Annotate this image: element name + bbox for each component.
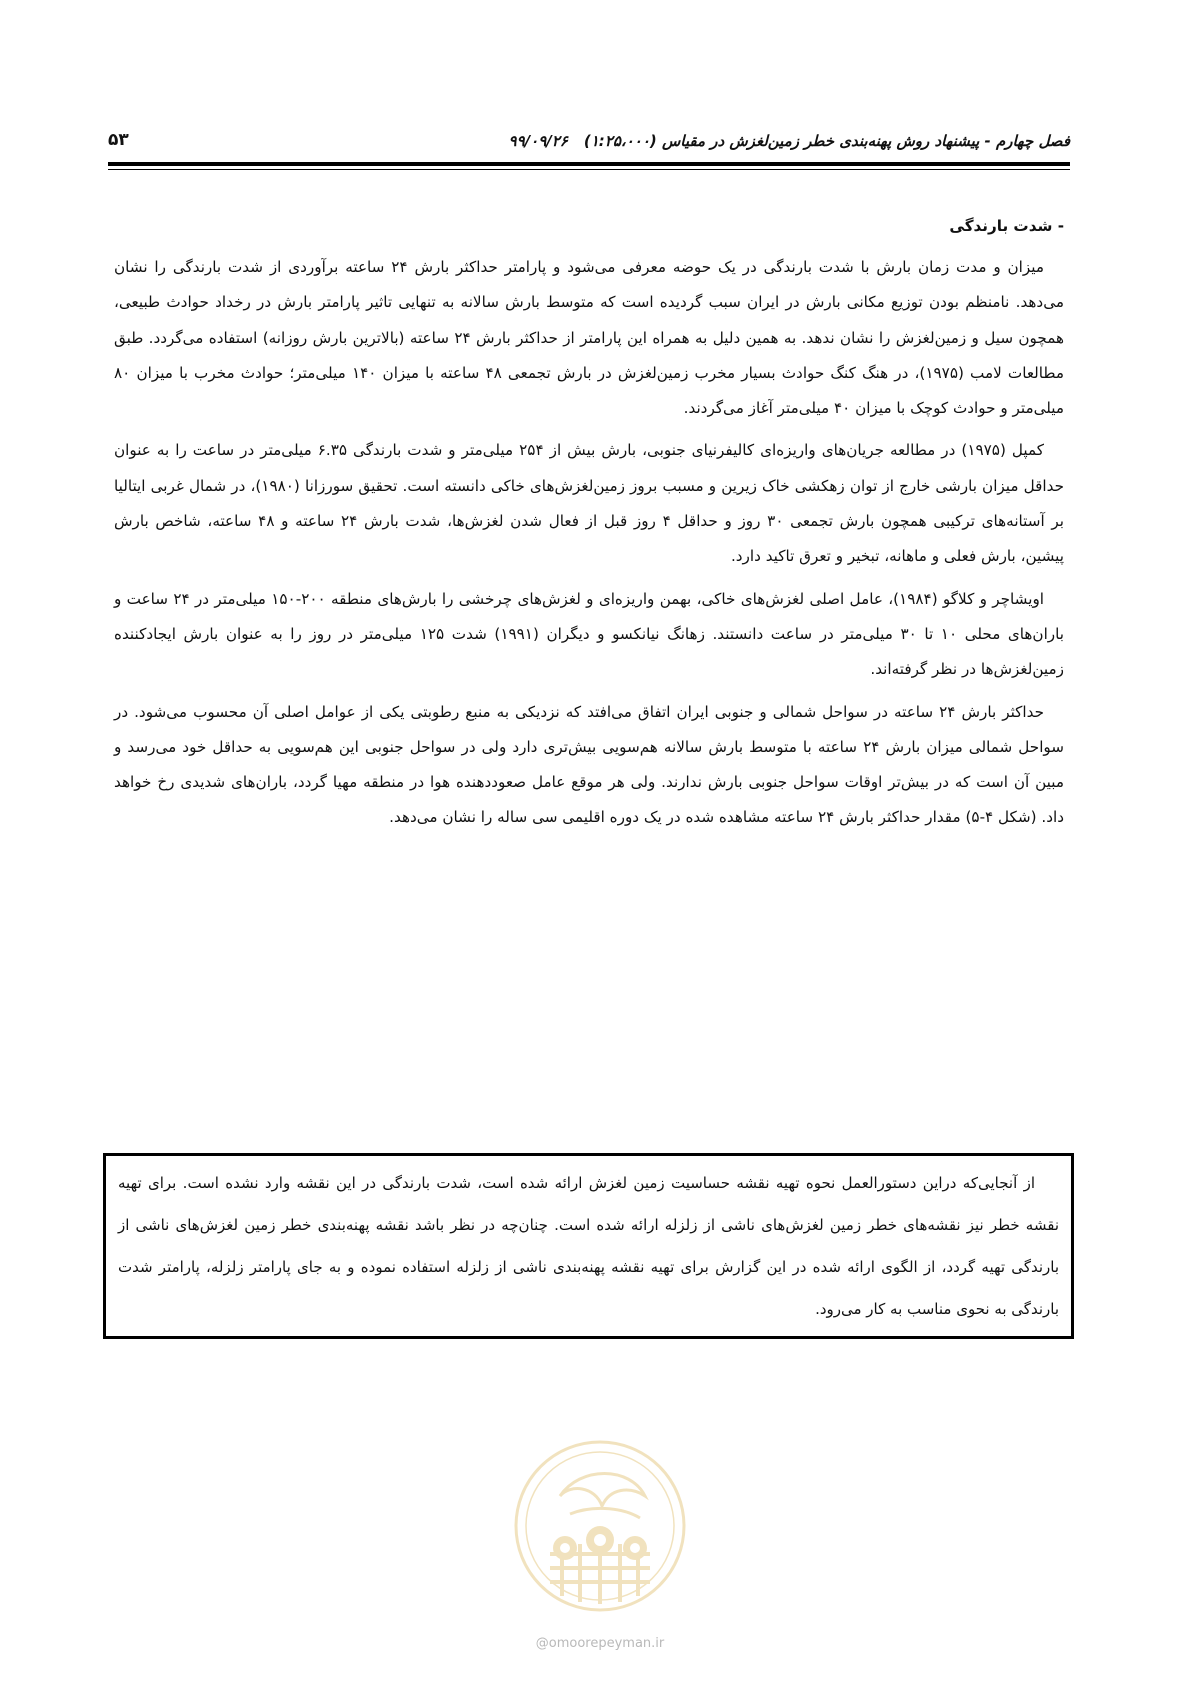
chapter-title: فصل چهارم - پیشنهاد روش پهنه‌بندی خطر زمین‌لغزش در مقیاس (۱:۲۵،۰۰۰): [583, 132, 1070, 150]
header-title: [509, 132, 1070, 150]
header-rule-thin: [108, 169, 1070, 170]
paragraph-1: میزان و مدت زمان بارش با شدت بارندگی در یک حوضه معرفی می‌شود و پارامتر حداکثر بارش ۲۴ ساعته برآوردی از شدت بارندگی را نشان می‌دهد. نامنظم بودن توزیع مکانی بارش در ایران سبب گردیده است که متوسط بارش سالانه به تنهایی تاثیر پارامتر بارش در رخداد حوادث طبیعی، همچون سیل و زمین‌لغزش را نشان ندهد. به همین دلیل به همراه این پارامتر از حداکثر بارش ۲۴ ساعته (بالاترین بارش روزانه) استفاده می‌گردد. طبق مطالعات لامب (۱۹۷۵)، در هنگ کنگ حوادث بسیار مخرب زمین‌لغزش در بارش تجمعی ۴۸ ساعته با میزان ۱۴۰ میلی‌متر؛ حوادث مخرب با میزان ۸۰ میلی‌متر و حوادث کوچک با میزان ۴۰ میلی‌متر آغاز می‌گردند.: [114, 258, 1064, 418]
running-header: [108, 128, 1070, 158]
header-rule-thick: [108, 162, 1070, 166]
paragraph-4: حداکثر بارش ۲۴ ساعته در سواحل شمالی و جنوبی ایران اتفاق می‌افتد که نزدیکی به منبع رطوبتی یکی از عوامل اصلی آن محسوب می‌شود. در سواحل شمالی میزان بارش ۲۴ ساعته با متوسط بارش سالانه هم‌سویی بیش‌تری دارد ولی در سواحل جنوبی این هم‌سویی به حداقل خود می‌رسد و مبین آن است که در بیش‌تر اوقات سواحل جنوبی بارش ندارند. ولی هر موقع عامل صعوددهنده هوا در منطقه مهیا گردد، باران‌های شدیدی رخ خواهد داد. (شکل ۴-۵) مقدار حداکثر بارش ۲۴ ساعته مشاهده شده در یک دوره اقلیمی سی ساله را نشان می‌دهد.: [114, 702, 1064, 827]
watermark-url: @omoorepeyman.ir: [535, 1636, 665, 1651]
paragraph-2: کمپل (۱۹۷۵) در مطالعه جریان‌های واریزه‌ای کالیفرنیای جنوبی، بارش بیش از ۲۵۴ میلی‌متر و شدت بارندگی ۶.۳۵ میلی‌متر در ساعت را به عنوان حداقل میزان بارشی خارج از توان زهکشی خاک زیرین و مسبب بروز زمین‌لغزش‌های خاکی دانسته است. تحقیق سورزانا (۱۹۸۰)، در شمال غربی ایتالیا بر آستانه‌های ترکیبی همچون بارش تجمعی ۳۰ روز و حداقل ۴ روز قبل از فعال شدن لغزش‌ها، شدت بارش ۲۴ ساعته و ۴۸ ساعته، شاخص بارش پیشین، بارش فعلی و ماهانه، تبخیر و تعرق تاکید دارد.: [114, 441, 1064, 566]
note-text: از آنجایی‌که دراین دستورالعمل نحوه تهیه نقشه حساسیت زمین لغزش ارائه شده است، شدت بارندگی در این نقشه وارد نشده است. برای تهیه نقشه خطر نیز نقشه‌های خطر زمین لغزش‌های ناشی از زلزله ارائه شده است. چنان‌چه در نظر باشد نقشه پهنه‌بندی خطر زمین لغزش‌های ناشی از بارندگی تهیه گردد، از الگوی ارائه شده در این گزارش برای تهیه نقشه پهنه‌بندی ناشی از زلزله استفاده نموده و به جای پارامتر زلزله، پارامتر شدت بارندگی به نحوی مناسب به کار می‌رود.: [118, 1174, 1059, 1318]
section-heading: - شدت بارندگی: [949, 217, 1064, 235]
page-number: ۵۳: [108, 130, 129, 150]
watermark-logo: [510, 1436, 690, 1616]
body-text: [114, 212, 1064, 843]
note-box: [103, 1153, 1074, 1339]
paragraph-3: اویشاچر و کلاگو (۱۹۸۴)، عامل اصلی لغزش‌های خاکی، بهمن واریزه‌ای و لغزش‌های چرخشی را بارش‌های منطقه ۲۰۰-۱۵۰ میلی‌متر در ۲۴ ساعت و باران‌های محلی ۱۰ تا ۳۰ میلی‌متر در ساعت دانستند. زهانگ نیانکسو و دیگران (۱۹۹۱) شدت ۱۲۵ میلی‌متر در روز را به عنوان بارش ایجادکننده زمین‌لغزش‌ها در نظر گرفته‌اند.: [114, 589, 1064, 679]
header-date: ۹۹/۰۹/۲۶: [508, 132, 568, 150]
